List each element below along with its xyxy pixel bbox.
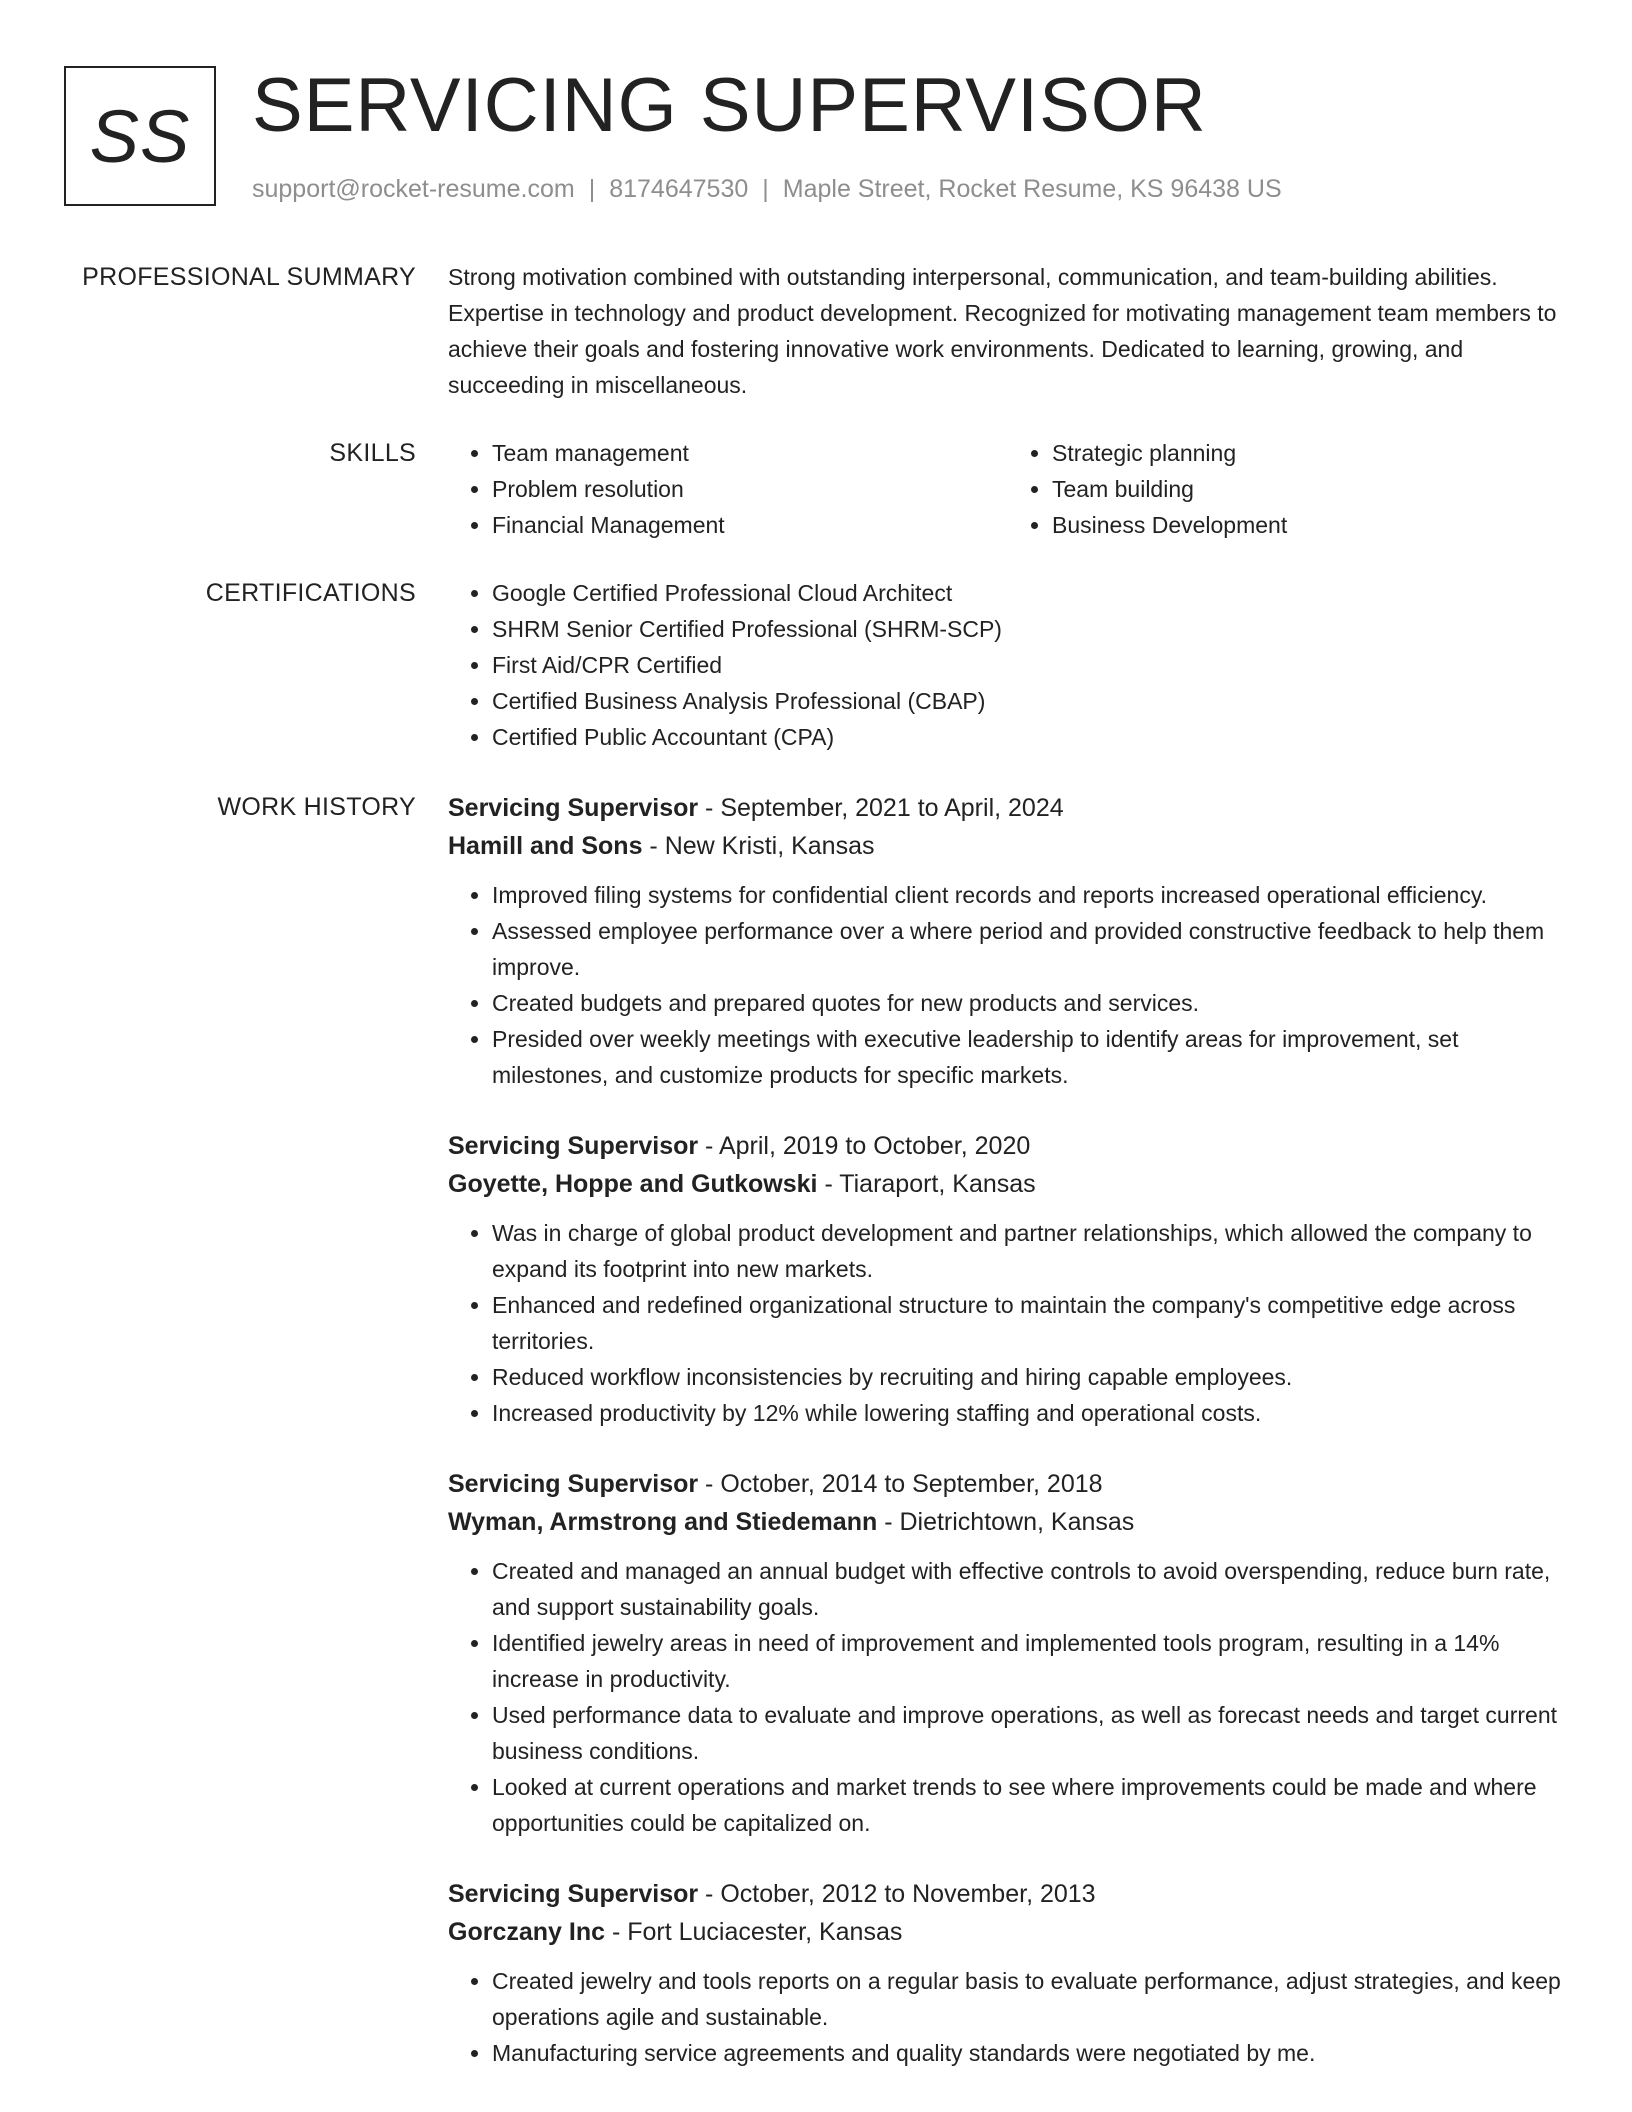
- skill-item: • Strategic planning: [1052, 435, 1568, 471]
- skill-item: • Team building: [1052, 471, 1568, 507]
- job-location: - Fort Luciacester, Kansas: [605, 1918, 903, 1946]
- contact-address: Maple Street, Rocket Resume, KS 96438 US: [782, 175, 1282, 203]
- section-label-work-history: WORK HISTORY: [217, 793, 416, 821]
- job-company: Gorczany Inc: [448, 1918, 605, 1946]
- job-entry: [448, 1875, 1568, 2071]
- job-dates: - April, 2019 to October, 2020: [698, 1132, 1031, 1160]
- job-bullets: [448, 1215, 1568, 1431]
- section-label-summary: PROFESSIONAL SUMMARY: [82, 263, 416, 291]
- job-company-line: [448, 1913, 1568, 1951]
- job-title-line: [448, 789, 1568, 827]
- job-bullet: • Used performance data to evaluate and improve operations, as well as forecast needs and target current business conditions.: [492, 1697, 1568, 1769]
- job-bullet: • Increased productivity by 12% while lowering staffing and operational costs.: [492, 1395, 1568, 1431]
- contact-separator: |: [588, 175, 596, 203]
- certification-item: • First Aid/CPR Certified: [492, 647, 1568, 683]
- certification-item: • Google Certified Professional Cloud Architect: [492, 575, 1568, 611]
- job-bullet: • Reduced workflow inconsistencies by recruiting and hiring capable employees.: [492, 1359, 1568, 1395]
- summary-section: [64, 259, 1568, 409]
- job-role: Servicing Supervisor: [448, 794, 699, 822]
- job-title-line: [448, 1465, 1568, 1503]
- contact-phone[interactable]: 8174647530: [609, 175, 749, 203]
- summary-body: [448, 259, 1568, 403]
- job-location: - Dietrichtown, Kansas: [877, 1508, 1135, 1536]
- job-company: Wyman, Armstrong and Stiedemann: [448, 1508, 878, 1536]
- skill-item: • Financial Management: [492, 507, 1008, 543]
- job-role: Servicing Supervisor: [448, 1470, 699, 1498]
- skill-item: • Business Development: [1052, 507, 1568, 543]
- job-location: - Tiaraport, Kansas: [817, 1170, 1036, 1198]
- job-bullet: • Created budgets and prepared quotes for new products and services.: [492, 985, 1568, 1021]
- skill-item: • Team management: [492, 435, 1008, 471]
- job-entry: [448, 789, 1568, 1093]
- certification-item: • SHRM Senior Certified Professional (SHRM-SCP): [492, 611, 1568, 647]
- job-dates: - October, 2014 to September, 2018: [698, 1470, 1103, 1498]
- job-bullet: • Created and managed an annual budget with effective controls to avoid overspending, reduce burn rate, and support sustainability goals.: [492, 1553, 1568, 1625]
- skills-grid: [448, 435, 1568, 543]
- job-bullet: • Identified jewelry areas in need of improvement and implemented tools program, resulting in a 14% increase in productivity.: [492, 1625, 1568, 1697]
- job-title-line: [448, 1127, 1568, 1165]
- certification-item: • Certified Public Accountant (CPA): [492, 719, 1568, 755]
- job-dates: - October, 2012 to November, 2013: [698, 1880, 1096, 1908]
- monogram-logo: SS: [64, 66, 216, 206]
- skills-list-right: [1008, 435, 1568, 543]
- job-bullet: • Improved filing systems for confidential client records and reports increased operational efficiency.: [492, 877, 1568, 913]
- job-company-line: [448, 1503, 1568, 1541]
- job-bullet: • Was in charge of global product development and partner relationships, which allowed the company to expand its footprint into new markets.: [492, 1215, 1568, 1287]
- certifications-section: [64, 575, 1568, 765]
- section-label-skills: SKILLS: [329, 439, 416, 467]
- job-bullets: [448, 877, 1568, 1093]
- job-dates: - September, 2021 to April, 2024: [698, 794, 1064, 822]
- job-title-line: [448, 1875, 1568, 1913]
- skill-item: • Problem resolution: [492, 471, 1008, 507]
- job-company-line: [448, 1165, 1568, 1203]
- work-history-body: [448, 789, 1568, 2105]
- job-location: - New Kristi, Kansas: [642, 832, 875, 860]
- contact-line: [252, 174, 1282, 204]
- work-history-section: [64, 789, 1568, 2112]
- job-role: Servicing Supervisor: [448, 1132, 699, 1160]
- resume-header: [64, 63, 1568, 216]
- summary-text: Strong motivation combined with outstanding interpersonal, communication, and team-building abilities. Expertise in technology and product development. Recognized for motivating management team members to achieve their goals and fostering innovative work environments. Dedicated to learning, growing, and succeeding in miscellaneous.: [448, 264, 1557, 398]
- contact-separator: |: [762, 175, 769, 203]
- job-bullet: • Presided over weekly meetings with executive leadership to identify areas for improvement, set milestones, and customize products for specific markets.: [492, 1021, 1568, 1093]
- certification-item: • Certified Business Analysis Professional (CBAP): [492, 683, 1568, 719]
- job-company: Hamill and Sons: [448, 832, 643, 860]
- job-bullet: • Manufacturing service agreements and quality standards were negotiated by me.: [492, 2035, 1568, 2071]
- job-entry: [448, 1465, 1568, 1841]
- job-bullets: [448, 1963, 1568, 2071]
- certifications-list: [448, 575, 1568, 755]
- certifications-body: [448, 575, 1568, 755]
- job-bullet: • Assessed employee performance over a where period and provided constructive feedback to help them improve.: [492, 913, 1568, 985]
- contact-email[interactable]: support@rocket-resume.com: [252, 175, 575, 203]
- section-label-certifications: CERTIFICATIONS: [205, 579, 416, 607]
- job-bullets: [448, 1553, 1568, 1841]
- job-bullet: • Created jewelry and tools reports on a regular basis to evaluate performance, adjust strategies, and keep operations agile and sustainable.: [492, 1963, 1568, 2035]
- job-company: Goyette, Hoppe and Gutkowski: [448, 1170, 818, 1198]
- skills-section: [64, 435, 1568, 555]
- job-entry: [448, 1127, 1568, 1431]
- job-company-line: [448, 827, 1568, 865]
- job-role: Servicing Supervisor: [448, 1880, 699, 1908]
- job-bullet: • Enhanced and redefined organizational structure to maintain the company's competitive edge across territories.: [492, 1287, 1568, 1359]
- skills-list-left: [448, 435, 1008, 543]
- job-bullet: • Looked at current operations and market trends to see where improvements could be made and where opportunities could be capitalized on.: [492, 1769, 1568, 1841]
- page-title: SERVICING SUPERVISOR: [252, 63, 1207, 148]
